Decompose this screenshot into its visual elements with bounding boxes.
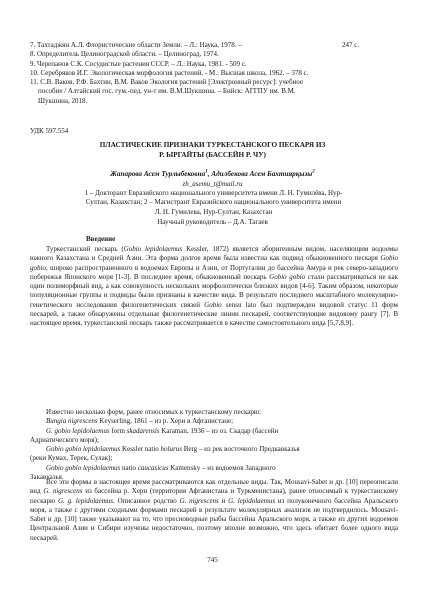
scientific-supervisor: Научный руководитель – Д.А. Тагаев: [157, 218, 268, 226]
list-intro: Известно несколько форм, ранее относимых к туркестанскому пескарю:: [46, 408, 262, 416]
author-name: Жапарова Асем Турлыбековна: [110, 170, 206, 178]
reference-item: 7. Тахтаджян А.Л. Флористические области Земли. – Л.: Наука, 1978. – 247 с.: [30, 41, 360, 49]
reference-item: 10. Серебряков И.Г. Экологическая морфология растений. - М.: Высшая школа, 1962. – 378 с.: [30, 68, 309, 77]
article-title: [40, 141, 385, 160]
affiliation-line: Султан, Казахстан; 2 – Магистрант Евразийского национального университета имени: [85, 198, 342, 207]
reference-continuation: пособие / Алтайский гос. гум.-пед. ун-т им. В.М.Шукшина. – Бийск: АГГПУ им. В.М.: [38, 87, 296, 96]
reference-item: 9. Черепанов С.К. Сосудистые растения СССР. – Л.: Наука, 1981. - 509 с.: [30, 59, 247, 68]
affiliations: [36, 189, 391, 217]
list-item: Gobio gobio lepidolaemus natio caucasicus Kamensky – из водоемов Западного: [46, 463, 276, 472]
authors-line: Жапарова Асем Турлыбековна$^1$, Адилбекова Асем Бахтиярқызы$^2$: [110, 169, 315, 178]
title-line: ПЛАСТИЧЕСКИЕ ПРИЗНАКИ ТУРКЕСТАНСКОГО ПЕСКАРЯ ИЗ: [99, 141, 326, 149]
section-heading: Введение: [86, 235, 116, 243]
reference-item: 8. Определитель Целиноградской области. – Целиноград, 1974.: [30, 50, 219, 59]
species-name: G. lepidolaemus: [228, 496, 276, 505]
list-item: G. gobio lepidolaemus form skadarensis Karaman, 1936 – из оз. Скадар (бассейн: [46, 426, 279, 435]
title-line: Р. ЫРГАЙТЫ (БАССЕЙН Р. ЧУ): [159, 150, 266, 159]
body-paragraph: Все эти формы в настоящее время рассматриваются как отдельные виды. Так, Mousavi-Sabet и др. [10] переописали вид G. nigrescens из бассейна р. Хери (территория Афганистана и Туркменистана), ранее относимый к туркестанскому пескарю G. g. lepidolaemus. Описанное родство G. nigrescens и G. lepidolaemus из полуконечного бассейна Аральского моря, а также с другими сходными формами пескарей в результате молекулярных анализов не подтвердилось. Mousavi-Sabet и др. [10] также указывают на то, что пресноводные рыбы бассейна Аральского моря, а также из других водоемов Центральной Азии и Сибири изучены недостаточно, поэтому вполне возможно, что здесь обитает более одного вида пескарей.: [30, 478, 399, 542]
list-item: Gobio gobio lepidolaemus Kessler natio holurus Berg – из рек восточного Предкавказья: [46, 445, 300, 454]
forms-list: [30, 408, 398, 482]
author-name: Адилбекова Асем Бахтиярқызы: [211, 170, 313, 178]
reference-continuation: Шукшина, 2018.: [38, 96, 88, 105]
list-item-continuation: (реки Кумах, Терек, Сулак);: [30, 454, 113, 463]
author-email: zh_asemu_t@mail.ru: [182, 180, 243, 188]
list-item-continuation: Закавказья.: [30, 473, 64, 482]
species-name: Gobio gobio: [269, 272, 306, 281]
reference-page-count: 247 с.: [342, 41, 360, 49]
affiliation-line: Л. Н. Гумилева, Нур-Султан, Казахстан: [154, 207, 273, 216]
body-paragraph: Туркестанский пескарь (Gobio lepidolaemus Kessler, 1872) является аборигенным видом, населяющим водоемы южного Казахстана и Средней Азии. Эта форма долгое время была известна как подвид обыкновенного пескаря Gobio gobio, широко распространенного в водоемах Европы и Азии, от Португалии до бассейна Амура и рек северо-западного побережья Японского моря [1-3]. В последнее время, обыкновенный пескарь Gobio gobio стали рассматриваться не как один полиморфный вид, а как совокупность нескольких морфологически близких видов [4-6]. Таким образом, некоторые популяционные группы и подвиды были признаны в качестве вида. В результате последнего масштабного молекулярно-генетического исследования филогенетических связей Gobio sensu lato был подтвержден видовой статус 11 форм пескарей, а также обнаружены отдельные филогенетические линии пескарей, соответствующие видовому рангу [7]. В настоящее время, туркестанский пескарь также рассматривается в качестве самостоятельного вида [5,7,8,9].: [30, 245, 398, 328]
species-name: G. nigrescens: [179, 496, 219, 505]
author-affiliation-mark: 1: [205, 169, 208, 175]
species-name: Gobio gobio: [30, 254, 398, 272]
species-name: G. g. lepidolaemus: [58, 496, 114, 505]
reference-list: [30, 41, 402, 106]
author-affiliation-mark: 2: [312, 169, 315, 175]
species-name: Gobio: [204, 300, 222, 309]
list-item: Bungia nigrescens Keyserling, 1861 – из р. Хери в Афганистане;: [46, 417, 234, 426]
page-number: 745: [207, 556, 218, 564]
affiliation-line: 1 – Докторант Евразийского национального университета имени Л. Н. Гумилёва, Нур-: [84, 189, 343, 197]
udc-code: УДК 597.554: [30, 127, 69, 135]
list-item-continuation: Адриатического моря);: [30, 435, 99, 444]
species-name: Gobio lepidolaemus: [123, 245, 183, 253]
species-name: G. nigrescens: [43, 487, 83, 496]
reference-item: 11. С.В. Ваков, Р.Ф. Бахтин, В.М. Ваков Экология растений [Электронный ресурс]: учебное: [30, 78, 303, 87]
